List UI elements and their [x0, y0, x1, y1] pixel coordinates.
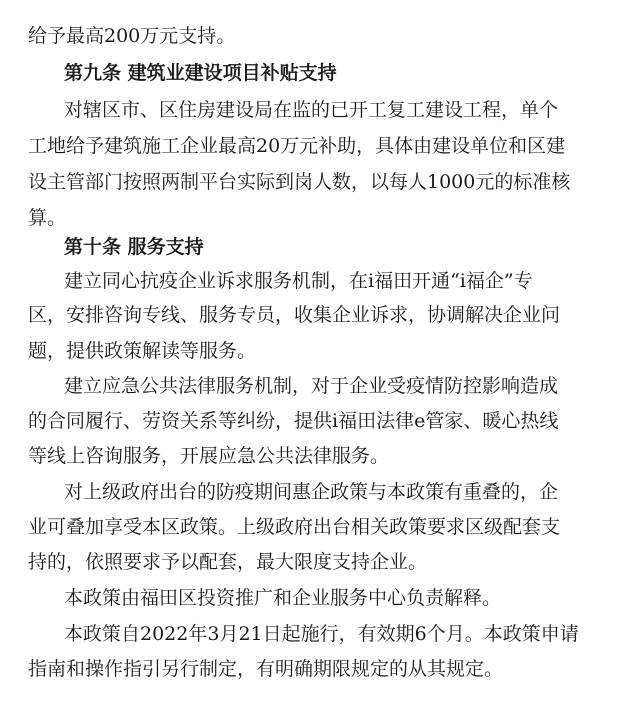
text-line: 持的，依照要求予以配套，最大限度支持企业。 — [28, 551, 428, 573]
text-line: 工地给予建筑施工企业最高20万元补助，具体由建设单位和区建 — [28, 135, 566, 157]
text-line: 等线上咨询服务，开展应急公共法律服务。 — [28, 445, 390, 467]
text-line: 题，提供政策解读等服务。 — [28, 340, 257, 362]
article-10-heading: 第十条 服务支持 — [64, 236, 204, 258]
text-line: 对辖区市、区住房建设局在监的已开工复工建设工程，单个 — [64, 99, 559, 121]
text-line: 设主管部门按照两制平台实际到岗人数，以每人1000元的标准核 — [28, 171, 571, 193]
text-line: 本政策由福田区投资推广和企业服务中心负责解释。 — [64, 587, 502, 609]
text-line: 建立同心抗疫企业诉求服务机制，在i福田开通“i福企”专 — [64, 270, 533, 292]
text-line: 区，安排咨询专线、服务专员，收集企业诉求，协调解决企业问 — [28, 304, 561, 326]
text-line: 给予最高200万元支持。 — [28, 25, 236, 47]
text-line: 本政策自2022年3月21日起施行，有效期6个月。本政策申请 — [64, 623, 579, 645]
text-line: 业可叠加享受本区政策。上级政府出台相关政策要求区级配套支 — [28, 516, 561, 538]
text-line: 建立应急公共法律服务机制，对于企业受疫情防控影响造成 — [64, 375, 559, 397]
text-line: 算。 — [28, 207, 67, 229]
text-line: 的合同履行、劳资关系等纠纷，提供i福田法律e管家、暖心热线 — [28, 410, 559, 432]
text-line: 对上级政府出台的防疫期间惠企政策与本政策有重叠的，企 — [64, 481, 559, 503]
text-line: 指南和操作指引另行制定，有明确期限规定的从其规定。 — [28, 658, 504, 680]
article-9-heading: 第九条 建筑业建设项目补贴支持 — [64, 62, 337, 84]
